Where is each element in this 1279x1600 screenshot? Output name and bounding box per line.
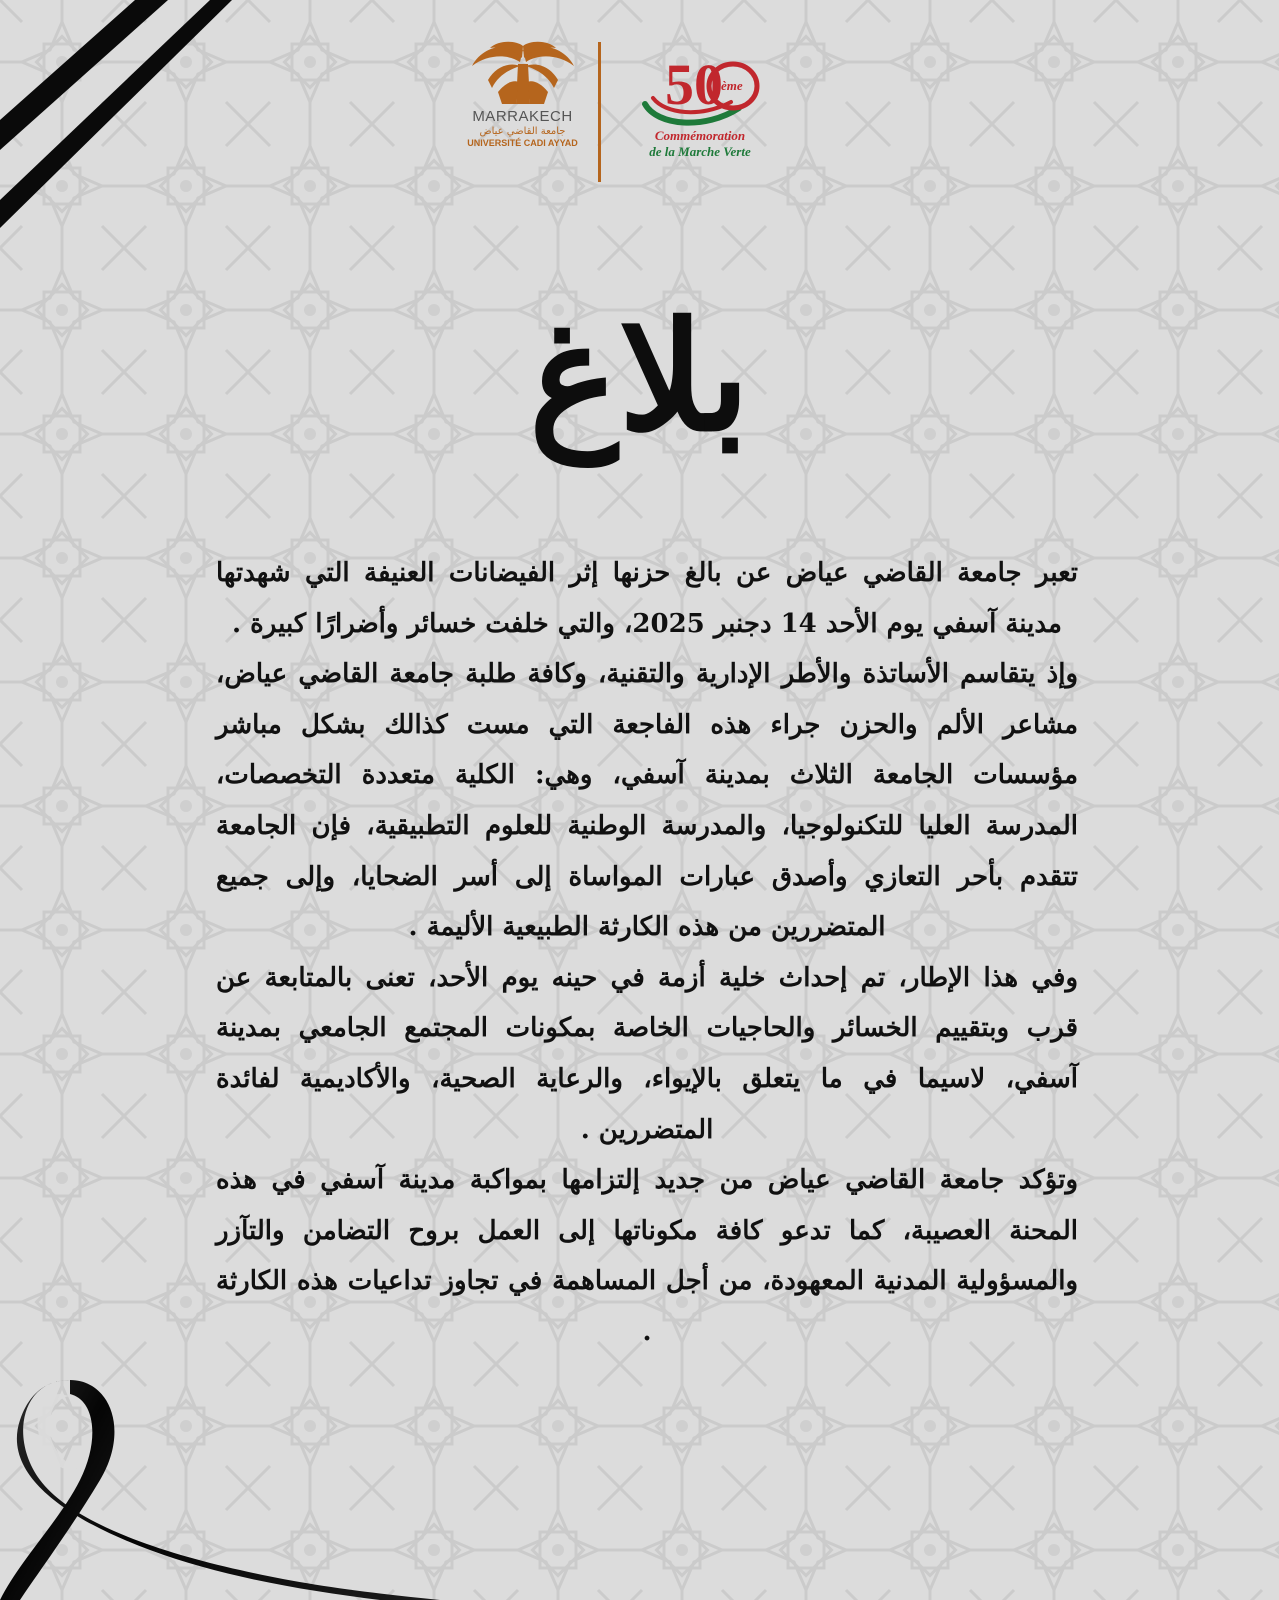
emblem-suffix: ème	[721, 78, 743, 93]
mourning-stripes-icon	[0, 0, 260, 260]
palm-tree-icon	[468, 40, 578, 106]
header-logos	[460, 40, 790, 190]
communique-body	[216, 548, 1078, 1358]
university-name-fr: UNIVERSITÉ CADI AYYAD	[467, 138, 578, 148]
paragraph-condolence: تعبر جامعة القاضي عياض عن بالغ حزنها إثر الفيضانات العنيفة التي شهدتها مدينة آسفي يوم الأحد 14 دجنبر 2025، والتي خلفت خسائر وأضرارًا كبيرة .	[216, 558, 1078, 639]
commemoration-line2: de la Marche Verte	[649, 144, 751, 159]
page-title: بلاغ	[529, 289, 750, 465]
fifty-anniversary-emblem-icon	[635, 48, 765, 132]
paragraph-commitment: وتؤكد جامعة القاضي عياض من جديد إلتزامها بمواكبة مدينة آسفي في هذه المحنة العصيبة، كما تدعو كافة مكوناتها إلى العمل بروح التضامن والتآزر والمسؤولية المدنية المعهودة، من أجل المساهمة في تجاوز تداعيات هذه الكارثة .	[216, 1165, 1078, 1347]
emblem-number: 50	[665, 52, 723, 117]
paragraph-crisis-cell: وفي هذا الإطار، تم إحداث خلية أزمة في حينه يوم الأحد، تعنى بالمتابعة عن قرب وبتقييم الخسائر والحاجيات الخاصة بمكونات المجتمع الجامعي بمدينة آسفي، لاسيما في ما يتعلق بالإيواء، والرعاية الصحية، والأكاديمية لفائدة المتضررين .	[216, 962, 1078, 1145]
university-name-ar: جامعة القاضي عياض	[479, 126, 566, 137]
mourning-ribbon-icon	[0, 1370, 460, 1600]
green-march-commemoration-logo	[615, 48, 785, 188]
cadi-ayyad-university-logo	[460, 40, 585, 190]
header-divider	[598, 42, 601, 182]
commemoration-line1: Commémoration	[654, 128, 746, 143]
university-city: MARRAKECH	[472, 108, 573, 125]
paragraph-affected-institutions: وإذ يتقاسم الأساتذة والأطر الإدارية والتقنية، وكافة طلبة جامعة القاضي عياض، مشاعر الألم والحزن جراء هذه الفاجعة التي مست كذالك بشكل مباشر مؤسسات الجامعة الثلاث بمدينة آسفي، وهي: الكلية متعددة التخصصات، المدرسة العليا للتكنولوجيا، والمدرسة الوطنية للعلوم التطبيقية، فإن الجامعة تتقدم بأحر التعازي وأصدق عبارات المواساة إلى أسر الضحايا، وإلى جميع المتضررين من هذه الكارثة الطبيعية الأليمة .	[216, 659, 1078, 943]
